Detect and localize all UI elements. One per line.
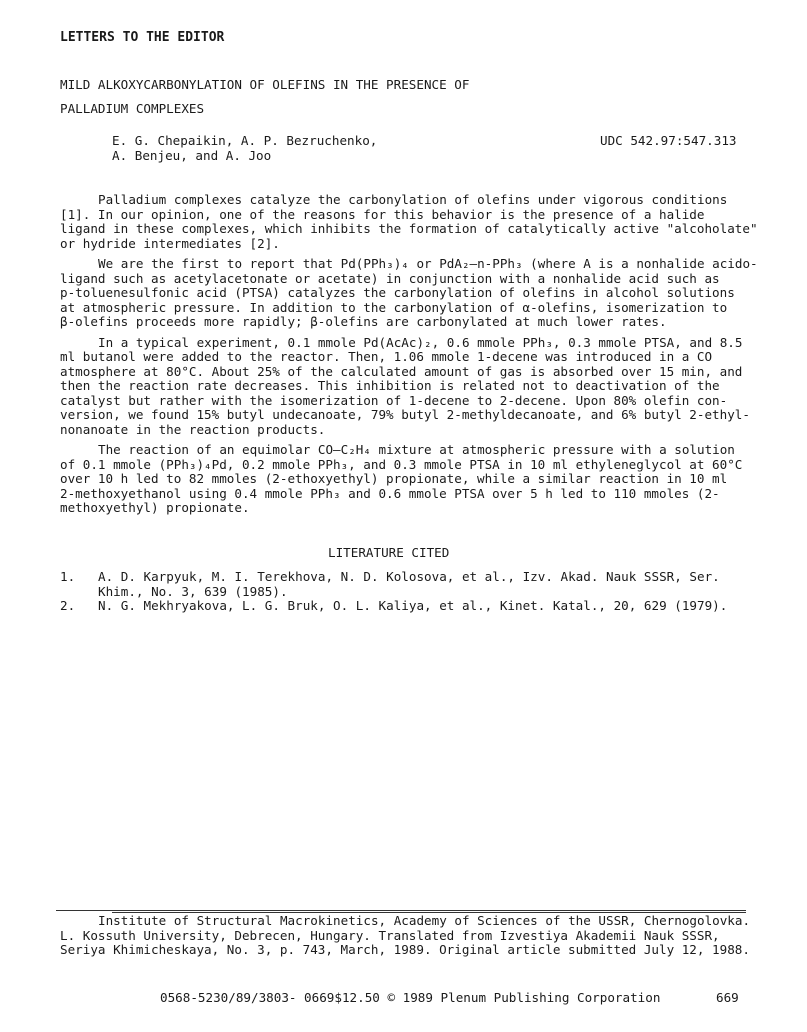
paragraph-line: of 0.1 mmole (PPh₃)₄Pd, 0.2 mmole PPh₃, and 0.3 mmole PTSA in 10 ml ethyleneglycol at 60°C bbox=[60, 456, 743, 472]
footnote-line: Seriya Khimicheskaya, No. 3, p. 743, March, 1989. Original article submitted July 12, 1988. bbox=[60, 942, 750, 957]
paragraph-line: version, we found 15% butyl undecanoate, 79% butyl 2-methyldecanoate, and 6% butyl 2-ethyl- bbox=[60, 407, 750, 422]
paragraph-1 bbox=[60, 192, 758, 251]
paragraph-line: [1]. In our opinion, one of the reasons for this behavior is the presence of a halide bbox=[60, 206, 705, 222]
authors-line-1: E. G. Chepaikin, A. P. Bezruchenko, bbox=[112, 133, 378, 148]
authors bbox=[112, 134, 377, 163]
paragraph-line: ligand such as acetylacetonate or acetate) in conjunction with a nonhalide acid such as bbox=[60, 270, 720, 286]
paragraph-2 bbox=[60, 256, 758, 330]
paragraph-line: methoxyethyl) propionate. bbox=[60, 500, 250, 515]
reference-number: 1. bbox=[60, 569, 76, 584]
article-title bbox=[60, 78, 469, 125]
authors-line-2: A. Benjeu, and A. Joo bbox=[112, 147, 272, 163]
paragraph-line: Palladium complexes catalyze the carbonylation of olefins under vigorous conditions bbox=[98, 192, 728, 207]
paragraph-line: at atmospheric pressure. In addition to the carbonylation of α-olefins, isomerization to bbox=[60, 299, 728, 315]
footnote-divider bbox=[56, 910, 746, 911]
paragraph-3 bbox=[60, 336, 750, 438]
paragraph-line: ml butanol were added to the reactor. Then, 1.06 mmole 1-decene was introduced in a CO bbox=[60, 349, 713, 364]
reference-number: 2. bbox=[60, 598, 76, 613]
page-number: 669 bbox=[716, 990, 739, 1005]
section-header: LETTERS TO THE EDITOR bbox=[60, 30, 225, 45]
affiliation-footnote bbox=[60, 914, 750, 958]
udc-code: UDC 542.97:547.313 bbox=[600, 133, 737, 148]
paragraph-line: catalyst but rather with the isomerization of 1-decene to 2-decene. Upon 80% olefin con- bbox=[60, 392, 728, 408]
paragraph-line: atmosphere at 80°C. About 25% of the calculated amount of gas is absorbed over 15 min, and bbox=[60, 363, 743, 379]
footnote-line: Institute of Structural Macrokinetics, Academy of Sciences of the USSR, Chernogolovka. bbox=[98, 913, 751, 928]
reference-text bbox=[98, 599, 727, 614]
title-line-1: MILD ALKOXYCARBONYLATION OF OLEFINS IN THE PRESENCE OF bbox=[60, 77, 470, 92]
reference-line: N. G. Mekhryakova, L. G. Bruk, O. L. Kaliya, et al., Kinet. Katal., 20, 629 (1979). bbox=[98, 598, 728, 613]
reference-line: Khim., No. 3, 639 (1985). bbox=[98, 583, 288, 599]
paragraph-line: In a typical experiment, 0.1 mmole Pd(AcAc)₂, 0.6 mmole PPh₃, 0.3 mmole PTSA, and 8.5 bbox=[98, 334, 743, 350]
reference-text bbox=[98, 570, 720, 599]
paragraph-line: We are the first to report that Pd(PPh₃)₄ or PdA₂—n-PPh₃ (where A is a nonhalide acido- bbox=[98, 256, 758, 271]
paragraph-line: p-toluenesulfonic acid (PTSA) catalyzes the carbonylation of olefins in alcohol solutions bbox=[60, 285, 735, 300]
paragraph-line: over 10 h led to 82 mmoles (2-ethoxyethyl) propionate, while a similar reaction in 10 ml bbox=[60, 471, 728, 486]
article-body bbox=[60, 192, 758, 522]
paragraph-line: The reaction of an equimolar CO—C₂H₄ mixture at atmospheric pressure with a solution bbox=[98, 442, 735, 457]
title-line-2: PALLADIUM COMPLEXES bbox=[60, 100, 205, 116]
paragraph-line: β-olefins proceeds more rapidly; β-olefins are carbonylated at much lower rates. bbox=[60, 314, 667, 329]
paragraph-line: nonanoate in the reaction products. bbox=[60, 421, 326, 437]
paragraph-line: or hydride intermediates [2]. bbox=[60, 235, 280, 251]
reference-list bbox=[60, 570, 727, 614]
reference-item bbox=[60, 570, 727, 599]
reference-item bbox=[60, 599, 727, 614]
paragraph-line: ligand in these complexes, which inhibits the formation of catalytically active "alcoholate" bbox=[60, 221, 758, 236]
paragraph-line: then the reaction rate decreases. This inhibition is related not to deactivation of the bbox=[60, 378, 720, 393]
copyright-line: 0568-5230/89/3803- 0669$12.50 © 1989 Plenum Publishing Corporation bbox=[160, 990, 661, 1005]
reference-line: A. D. Karpyuk, M. I. Terekhova, N. D. Kolosova, et al., Izv. Akad. Nauk SSSR, Ser. bbox=[98, 569, 720, 584]
literature-cited-heading: LITERATURE CITED bbox=[328, 545, 450, 560]
paragraph-4 bbox=[60, 443, 750, 516]
paragraph-line: 2-methoxyethanol using 0.4 mmole PPh₃ and 0.6 mmole PTSA over 5 h led to 110 mmoles (2- bbox=[60, 485, 720, 501]
footnote-line: L. Kossuth University, Debrecen, Hungary. Translated from Izvestiya Akademii Nauk SSSR, bbox=[60, 927, 720, 943]
